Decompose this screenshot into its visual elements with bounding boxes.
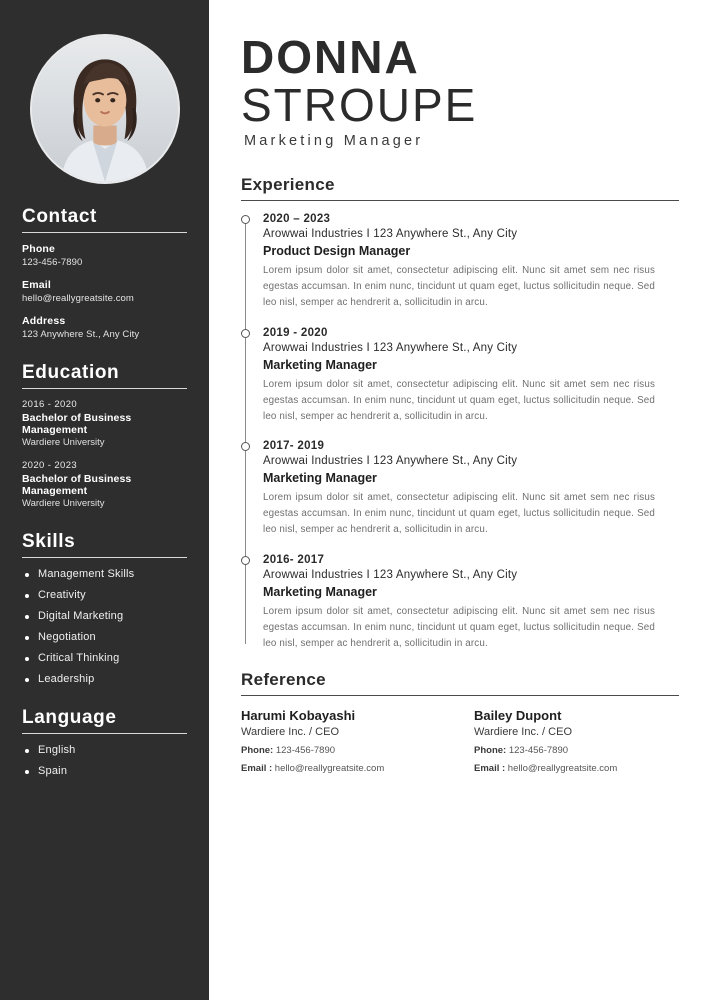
sidebar-section-language xyxy=(22,707,187,777)
phone-label: Phone: xyxy=(474,744,507,756)
list-item: Digital Marketing xyxy=(22,610,187,622)
education-school: Wardiere University xyxy=(22,437,105,448)
email-label: Email : xyxy=(474,762,506,774)
skills-title: Skills xyxy=(22,531,76,552)
contact-title: Contact xyxy=(22,206,97,227)
experience-years: 2020 – 2023 xyxy=(263,213,331,226)
experience-timeline xyxy=(241,213,679,651)
section-experience xyxy=(241,175,679,651)
experience-item xyxy=(263,554,679,652)
list-item: Creativity xyxy=(22,589,187,601)
reference-phone: 123-456-7890 xyxy=(508,744,569,756)
reference-email-row xyxy=(474,763,679,774)
education-degree: Bachelor of Business Management xyxy=(22,473,132,497)
education-item xyxy=(22,399,187,448)
contact-value: 123 Anywhere St., Any City xyxy=(22,329,140,340)
education-degree: Bachelor of Business Management xyxy=(22,412,132,436)
language-list xyxy=(22,744,187,777)
contact-value: 123-456-7890 xyxy=(22,257,83,268)
experience-description: Lorem ipsum dolor sit amet, consectetur adipiscing elit. Nunc sit amet sem nec risus egestas accumsan. In enim nunc, tincidunt ut quam eget, luctus sollicitudin neque. Sed leo nisl, semper ac hendrerit a, sollicitudin in arcu. xyxy=(263,265,655,308)
reference-grid xyxy=(241,708,679,774)
experience-description: Lorem ipsum dolor sit amet, consectetur adipiscing elit. Nunc sit amet sem nec risus egestas accumsan. In enim nunc, tincidunt ut quam eget, luctus sollicitudin neque. Sed leo nisl, semper ac hendrerit a, sollicitudin in arcu. xyxy=(263,492,655,536)
sidebar-section-skills xyxy=(22,531,187,685)
experience-role: Marketing Manager xyxy=(263,471,377,486)
experience-company: Arowwai Industries I 123 Anywhere St., Any City xyxy=(263,568,518,581)
phone-label: Phone: xyxy=(241,744,274,756)
experience-role: Marketing Manager xyxy=(263,584,377,599)
timeline-line xyxy=(245,221,246,643)
divider xyxy=(22,232,187,233)
skills-list xyxy=(22,568,187,685)
sidebar-section-contact xyxy=(22,206,187,340)
list-item: English xyxy=(22,744,187,756)
timeline-dot-icon xyxy=(241,215,250,224)
education-title: Education xyxy=(22,362,120,383)
experience-years: 2016- 2017 xyxy=(263,553,325,566)
list-item: Critical Thinking xyxy=(22,652,187,664)
education-item xyxy=(22,460,187,509)
timeline-dot-icon xyxy=(241,329,250,338)
first-name: DONNA xyxy=(241,31,420,83)
experience-role: Product Design Manager xyxy=(263,244,411,259)
experience-company: Arowwai Industries I 123 Anywhere St., Any City xyxy=(263,341,518,354)
reference-email: hello@reallygreatsite.com xyxy=(274,762,385,774)
language-title: Language xyxy=(22,707,117,728)
list-item: Negotiation xyxy=(22,631,187,643)
timeline-dot-icon xyxy=(241,442,250,451)
timeline-dot-icon xyxy=(241,556,250,565)
reference-email: hello@reallygreatsite.com xyxy=(507,762,618,774)
experience-description: Lorem ipsum dolor sit amet, consectetur adipiscing elit. Nunc sit amet sem nec risus egestas accumsan. In enim nunc, tincidunt ut quam eget, luctus sollicitudin neque. Sed leo nisl, semper ac hendrerit a, sollicitudin in arcu. xyxy=(263,605,655,649)
contact-value: hello@reallygreatsite.com xyxy=(22,293,134,304)
divider xyxy=(241,695,679,696)
experience-item xyxy=(263,327,679,425)
experience-description: Lorem ipsum dolor sit amet, consectetur adipiscing elit. Nunc sit amet sem nec risus egestas accumsan. In enim nunc, tincidunt ut quam eget, luctus sollicitudin neque. Sed leo nisl, semper ac hendrerit a, sollicitudin in arcu. xyxy=(263,378,655,422)
experience-role: Marketing Manager xyxy=(263,357,377,372)
section-reference xyxy=(241,670,679,774)
experience-years: 2019 - 2020 xyxy=(263,326,328,339)
divider xyxy=(241,200,679,201)
main-content xyxy=(209,0,707,1000)
education-years: 2020 - 2023 xyxy=(22,460,78,471)
contact-item-phone xyxy=(22,243,187,268)
resume-header xyxy=(241,31,679,150)
experience-item xyxy=(263,213,679,311)
education-school: Wardiere University xyxy=(22,498,105,509)
contact-item-address xyxy=(22,315,187,340)
reference-title: Reference xyxy=(241,669,326,689)
reference-phone-row xyxy=(474,745,679,756)
reference-name: Bailey Dupont xyxy=(474,707,562,723)
experience-years: 2017- 2019 xyxy=(263,440,325,453)
reference-phone: 123-456-7890 xyxy=(275,744,336,756)
sidebar-section-education xyxy=(22,362,187,509)
list-item: Leadership xyxy=(22,673,187,685)
email-label: Email : xyxy=(241,762,273,774)
divider xyxy=(22,733,187,734)
contact-label: Address xyxy=(22,315,66,327)
avatar xyxy=(30,34,180,184)
experience-title: Experience xyxy=(241,175,335,195)
reference-name: Harumi Kobayashi xyxy=(241,707,356,723)
reference-item xyxy=(474,708,679,774)
sidebar xyxy=(0,0,209,1000)
reference-phone-row xyxy=(241,745,446,756)
list-item: Management Skills xyxy=(22,568,187,580)
reference-item xyxy=(241,708,446,774)
divider xyxy=(22,557,187,558)
education-years: 2016 - 2020 xyxy=(22,399,78,410)
contact-item-email xyxy=(22,279,187,304)
experience-company: Arowwai Industries I 123 Anywhere St., Any City xyxy=(263,455,518,468)
divider xyxy=(22,388,187,389)
job-title: Marketing Manager xyxy=(244,133,424,150)
contact-label: Email xyxy=(22,279,52,291)
last-name: STROUPE xyxy=(241,78,478,131)
reference-company: Wardiere Inc. / CEO xyxy=(474,725,573,738)
experience-item xyxy=(263,440,679,538)
list-item: Spain xyxy=(22,765,187,777)
avatar-photo xyxy=(32,36,178,182)
reference-email-row xyxy=(241,763,446,774)
reference-company: Wardiere Inc. / CEO xyxy=(241,725,340,738)
contact-label: Phone xyxy=(22,243,56,255)
experience-company: Arowwai Industries I 123 Anywhere St., Any City xyxy=(263,228,518,241)
